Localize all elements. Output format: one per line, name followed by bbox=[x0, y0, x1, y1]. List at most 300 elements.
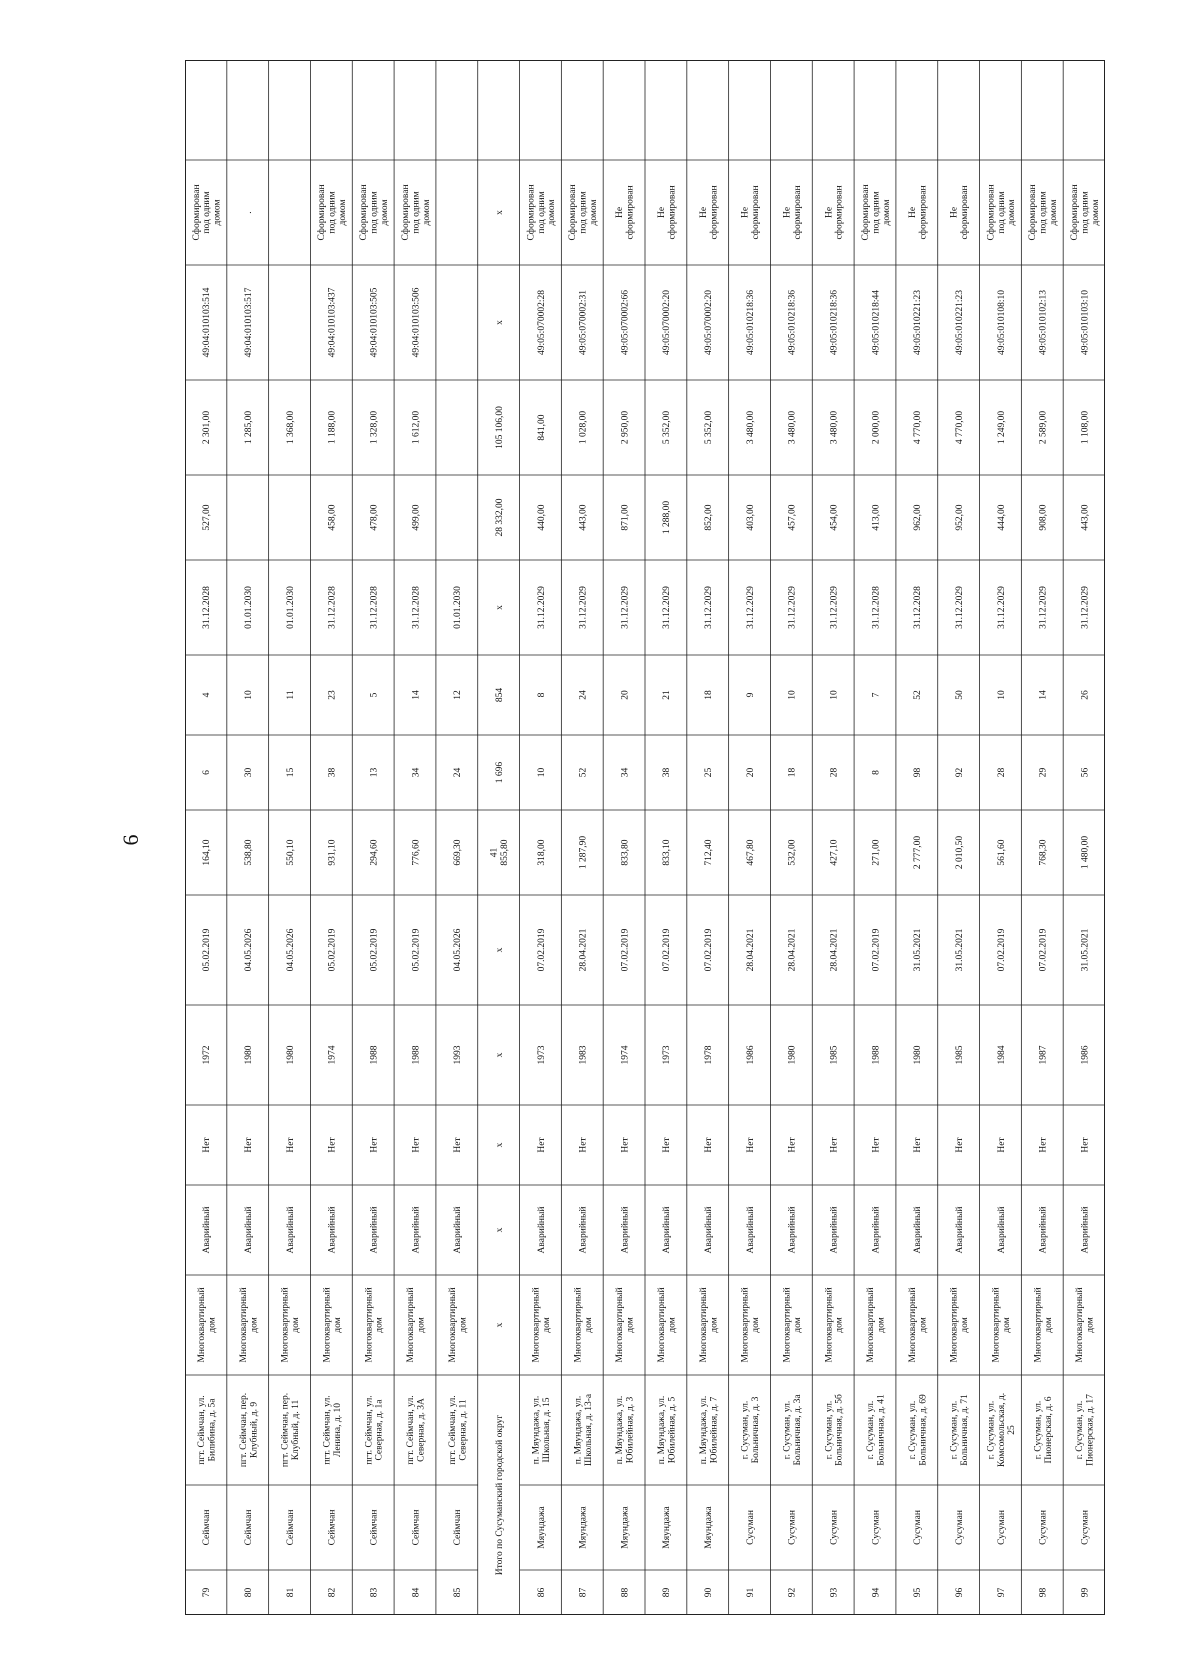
cell-no: 93 bbox=[829, 1587, 840, 1598]
cell-land: 908,00 bbox=[1038, 504, 1049, 531]
cell-type: Многоквартирныйдом bbox=[322, 1287, 343, 1363]
cell-flag: Нет bbox=[871, 1137, 882, 1153]
cell-people: 34 bbox=[620, 767, 631, 778]
cell-year: 1985 bbox=[954, 1045, 965, 1065]
cell-state: Несформирован bbox=[907, 185, 929, 240]
cell-type: Многоквартирныйдом bbox=[447, 1287, 469, 1363]
cell-apts: 4 bbox=[202, 692, 213, 698]
cell-term: 31.12.2029 bbox=[787, 586, 798, 629]
cell-area: 532,00 bbox=[787, 839, 798, 866]
cell-type: Многоквартирныйдом bbox=[866, 1287, 887, 1363]
cell-no: 83 bbox=[369, 1587, 380, 1598]
cell-town: Сусуман bbox=[1038, 1510, 1049, 1545]
cell-area: 833,10 bbox=[662, 839, 673, 866]
cell-land: 478,00 bbox=[369, 504, 380, 531]
cell-year: 1973 bbox=[536, 1045, 547, 1065]
cell-town: Сусуман bbox=[1080, 1510, 1091, 1545]
cell-addr: г. Сусуман, ул.Комсомольская, д.25 bbox=[986, 1392, 1018, 1468]
cell-area: 2 777,00 bbox=[913, 835, 924, 870]
cell-people: 24 bbox=[453, 767, 464, 778]
cell-no: 81 bbox=[285, 1587, 296, 1598]
cell-status: Аварийный bbox=[745, 1206, 756, 1254]
cell-state: Несформирован bbox=[657, 185, 678, 240]
cell-status: Аварийный bbox=[578, 1206, 589, 1254]
cell-no: 82 bbox=[327, 1587, 338, 1598]
cell-land: 440,00 bbox=[536, 504, 547, 531]
cell-total-area: 841,00 bbox=[536, 414, 547, 441]
total-cell-people: 1 696 bbox=[494, 761, 505, 784]
cell-apts: 24 bbox=[578, 690, 589, 700]
cell-town: Сусуман bbox=[787, 1510, 798, 1545]
cell-cadastre: 49:05:010102:13 bbox=[1038, 290, 1049, 355]
cell-total-area: 4 770,00 bbox=[913, 410, 924, 445]
cell-addr: п. Мяундажа, ул.Юбилейная, д. 3 bbox=[615, 1395, 636, 1465]
cell-state: Несформирован bbox=[824, 185, 845, 240]
cell-cadastre: 49:04:010103:505 bbox=[369, 287, 380, 358]
cell-flag: Нет bbox=[829, 1137, 840, 1153]
cell-people: 92 bbox=[954, 767, 965, 778]
cell-cadastre: 49:05:010218:44 bbox=[871, 290, 882, 355]
cell-town: Сусуман bbox=[954, 1510, 965, 1545]
cell-land: 871,00 bbox=[620, 504, 631, 531]
cell-people: 20 bbox=[745, 767, 756, 778]
cell-rec-date: 07.02.2019 bbox=[620, 928, 631, 972]
cell-flag: Нет bbox=[745, 1137, 756, 1153]
cell-year: 1974 bbox=[327, 1045, 338, 1065]
cell-year: 1986 bbox=[745, 1045, 756, 1065]
cell-apts: 8 bbox=[536, 692, 547, 698]
cell-people: 56 bbox=[1080, 767, 1091, 778]
cell-rec-date: 04.05.2026 bbox=[244, 928, 255, 972]
cell-town: Сеймчан bbox=[411, 1509, 422, 1546]
total-cell-land: 28 332,00 bbox=[494, 498, 505, 537]
cell-state: . bbox=[244, 211, 255, 214]
cell-type: Многоквартирныйдом bbox=[907, 1287, 929, 1363]
cell-no: 87 bbox=[578, 1587, 589, 1598]
cell-area: 538,80 bbox=[244, 839, 255, 866]
cell-cadastre: 49:04:010103:506 bbox=[411, 287, 422, 358]
cell-rec-date: 07.02.2019 bbox=[704, 928, 715, 972]
cell-town: Сусуман bbox=[913, 1510, 924, 1545]
cell-year: 1987 bbox=[1038, 1045, 1049, 1065]
cell-total-area: 5 352,00 bbox=[704, 410, 715, 445]
cell-town: Сусуман bbox=[996, 1510, 1007, 1545]
cell-people: 15 bbox=[285, 767, 296, 778]
cell-apts: 52 bbox=[913, 690, 924, 700]
cell-area: 561,60 bbox=[996, 839, 1007, 866]
cell-land: 444,00 bbox=[996, 504, 1007, 531]
cell-state: Сформированпод однимдомом bbox=[191, 184, 223, 241]
cell-cadastre: 49:05:070002:31 bbox=[578, 290, 589, 355]
cell-town: Мяундажа bbox=[578, 1506, 589, 1549]
cell-type: Многоквартирныйдом bbox=[197, 1287, 218, 1363]
cell-type: Многоквартирныйдом bbox=[280, 1287, 302, 1363]
cell-apts: 5 bbox=[369, 692, 380, 698]
cell-term: 01.01.2030 bbox=[285, 586, 296, 629]
data-table bbox=[185, 60, 1105, 1615]
cell-state: Несформирован bbox=[740, 185, 762, 240]
cell-status: Аварийный bbox=[244, 1206, 255, 1254]
cell-town: Мяундажа bbox=[662, 1506, 673, 1549]
cell-total-area: 1 028,00 bbox=[578, 410, 589, 445]
cell-town: Сеймчан bbox=[369, 1509, 380, 1546]
cell-term: 31.12.2028 bbox=[369, 586, 380, 629]
cell-land: 457,00 bbox=[787, 504, 798, 531]
cell-total-area: 4 770,00 bbox=[954, 410, 965, 445]
cell-term: 31.12.2029 bbox=[745, 586, 756, 629]
cell-term: 31.12.2028 bbox=[411, 586, 422, 629]
cell-land: 852,00 bbox=[704, 504, 715, 531]
cell-town: Сеймчан bbox=[202, 1509, 213, 1546]
cell-area: 2 010,50 bbox=[954, 835, 965, 870]
cell-no: 95 bbox=[913, 1587, 924, 1598]
total-cell-total-area: 105 106,00 bbox=[494, 406, 505, 449]
cell-cadastre: 49:05:010218:36 bbox=[745, 290, 756, 355]
cell-cadastre: 49:05:010221:23 bbox=[954, 290, 965, 355]
cell-status: Аварийный bbox=[829, 1206, 840, 1254]
cell-total-area: 1 188,00 bbox=[327, 410, 338, 445]
cell-status: Аварийный bbox=[954, 1206, 965, 1254]
cell-land: 443,00 bbox=[578, 504, 589, 531]
cell-land: 1 288,00 bbox=[662, 500, 673, 535]
cell-no: 97 bbox=[996, 1587, 1007, 1598]
cell-apts: 12 bbox=[453, 690, 464, 700]
cell-flag: Нет bbox=[578, 1137, 589, 1153]
cell-people: 6 bbox=[202, 770, 213, 775]
cell-status: Аварийный bbox=[662, 1206, 673, 1254]
cell-addr: пгт. Сеймчан, пер.Клубный, д. 11 bbox=[280, 1392, 302, 1468]
cell-no: 80 bbox=[244, 1587, 255, 1598]
cell-state: Сформированпод однимдомом bbox=[986, 184, 1018, 241]
cell-apts: 18 bbox=[704, 690, 715, 700]
cell-area: 164,10 bbox=[202, 839, 213, 866]
cell-term: 31.12.2029 bbox=[704, 586, 715, 629]
cell-state: Сформированпод однимдомом bbox=[1069, 184, 1101, 241]
cell-apts: 14 bbox=[1038, 690, 1049, 700]
cell-cadastre: 49:04:010103:517 bbox=[244, 287, 255, 358]
total-cell-cadastre: х bbox=[494, 320, 505, 325]
cell-land: 527,00 bbox=[202, 504, 213, 531]
cell-flag: Нет bbox=[704, 1137, 715, 1153]
cell-cadastre: 49:05:070002:20 bbox=[704, 290, 715, 355]
cell-year: 1986 bbox=[1080, 1045, 1091, 1065]
cell-flag: Нет bbox=[327, 1137, 338, 1153]
cell-no: 94 bbox=[871, 1587, 882, 1598]
cell-year: 1988 bbox=[411, 1045, 422, 1065]
cell-town: Мяундажа bbox=[620, 1506, 631, 1549]
cell-type: Многоквартирныйдом bbox=[991, 1287, 1013, 1363]
cell-flag: Нет bbox=[954, 1137, 965, 1153]
cell-type: Многоквартирныйдом bbox=[657, 1287, 678, 1363]
cell-land: 443,00 bbox=[1080, 504, 1091, 531]
cell-type: Многоквартирныйдом bbox=[949, 1287, 971, 1363]
total-cell-year: х bbox=[494, 1052, 505, 1058]
cell-term: 31.12.2029 bbox=[578, 586, 589, 629]
cell-apts: 10 bbox=[244, 690, 255, 700]
cell-rec-date: 28.04.2021 bbox=[787, 928, 798, 972]
cell-status: Аварийный bbox=[202, 1206, 213, 1254]
cell-flag: Нет bbox=[787, 1137, 798, 1153]
cell-town: Сеймчан bbox=[244, 1509, 255, 1546]
cell-no: 86 bbox=[536, 1587, 547, 1598]
cell-town: Сеймчан bbox=[285, 1509, 296, 1546]
cell-people: 34 bbox=[411, 767, 422, 778]
cell-status: Аварийный bbox=[285, 1206, 296, 1254]
cell-year: 1973 bbox=[662, 1045, 673, 1065]
cell-year: 1972 bbox=[202, 1045, 213, 1065]
cell-term: 31.12.2029 bbox=[620, 586, 631, 629]
cell-cadastre: 49:05:010221:23 bbox=[913, 290, 924, 355]
cell-addr: п. Мяундажа, ул.Школьная, д. 13-а bbox=[573, 1393, 594, 1467]
cell-term: 31.12.2028 bbox=[202, 586, 213, 629]
cell-status: Аварийный bbox=[411, 1206, 422, 1254]
cell-addr: пгт. Сеймчан, ул.Северная, д. 3А bbox=[406, 1395, 427, 1465]
cell-type: Многоквартирныйдом bbox=[824, 1287, 845, 1363]
cell-total-area: 2 950,00 bbox=[620, 410, 631, 445]
cell-area: 833,80 bbox=[620, 839, 631, 866]
cell-people: 29 bbox=[1038, 767, 1049, 778]
cell-rec-date: 07.02.2019 bbox=[536, 928, 547, 972]
cell-rec-date: 05.02.2019 bbox=[327, 928, 338, 972]
cell-area: 294,60 bbox=[369, 839, 380, 866]
cell-status: Аварийный bbox=[913, 1206, 924, 1254]
cell-flag: Нет bbox=[996, 1137, 1007, 1153]
cell-year: 1978 bbox=[704, 1045, 715, 1065]
cell-rec-date: 07.02.2019 bbox=[662, 928, 673, 972]
cell-type: Многоквартирныйдом bbox=[1075, 1287, 1096, 1363]
cell-term: 31.12.2029 bbox=[954, 586, 965, 629]
cell-apts: 10 bbox=[829, 690, 840, 700]
cell-people: 8 bbox=[871, 770, 882, 775]
cell-term: 31.12.2028 bbox=[913, 586, 924, 629]
cell-term: 31.12.2029 bbox=[996, 586, 1007, 629]
cell-year: 1980 bbox=[787, 1045, 798, 1065]
cell-apts: 7 bbox=[871, 692, 882, 698]
cell-rec-date: 04.05.2026 bbox=[285, 928, 296, 972]
cell-flag: Нет bbox=[285, 1137, 296, 1153]
cell-type: Многоквартирныйдом bbox=[740, 1287, 762, 1363]
cell-cadastre: 49:05:070002:20 bbox=[662, 290, 673, 355]
cell-total-area: 2 301,00 bbox=[202, 410, 213, 445]
cell-no: 92 bbox=[787, 1587, 798, 1598]
cell-flag: Нет bbox=[913, 1137, 924, 1153]
cell-status: Аварийный bbox=[369, 1206, 380, 1254]
cell-area: 1 287,90 bbox=[578, 835, 589, 870]
cell-people: 52 bbox=[578, 767, 589, 778]
cell-people: 25 bbox=[704, 767, 715, 778]
cell-cadastre: 49:05:070002:28 bbox=[536, 290, 547, 355]
cell-year: 1988 bbox=[871, 1045, 882, 1065]
cell-town: Мяундажа bbox=[536, 1506, 547, 1549]
cell-rec-date: 07.02.2019 bbox=[871, 928, 882, 972]
cell-cadastre: 49:04:010103:437 bbox=[327, 287, 338, 358]
cell-land: 962,00 bbox=[913, 504, 924, 531]
cell-addr: п. Мяундажа, ул.Юбилейная, д. 5 bbox=[657, 1395, 678, 1465]
total-cell-term: х bbox=[494, 605, 505, 610]
cell-people: 30 bbox=[244, 767, 255, 778]
cell-land: 952,00 bbox=[954, 504, 965, 531]
cell-addr: п. Мяундажа, ул.Школьная, д. 15 bbox=[531, 1395, 553, 1465]
cell-rec-date: 31.05.2021 bbox=[1080, 928, 1091, 972]
cell-town: Сусуман bbox=[829, 1510, 840, 1545]
cell-land: 454,00 bbox=[829, 504, 840, 531]
cell-type: Многоквартирныйдом bbox=[573, 1287, 594, 1363]
cell-cadastre: 49:05:010108:10 bbox=[996, 290, 1007, 355]
cell-cadastre: 49:05:010218:36 bbox=[787, 290, 798, 355]
cell-area: 467,80 bbox=[745, 839, 756, 866]
cell-total-area: 3 480,00 bbox=[829, 410, 840, 445]
cell-no: 98 bbox=[1038, 1587, 1049, 1598]
cell-status: Аварийный bbox=[871, 1206, 882, 1254]
cell-status: Аварийный bbox=[453, 1206, 464, 1254]
cell-no: 85 bbox=[453, 1587, 464, 1598]
cell-flag: Нет bbox=[662, 1137, 673, 1153]
cell-no: 90 bbox=[704, 1587, 715, 1598]
cell-town: Сусуман bbox=[871, 1510, 882, 1545]
cell-type: Многоквартирныйдом bbox=[698, 1287, 720, 1363]
cell-total-area: 2 589,00 bbox=[1038, 410, 1049, 445]
cell-addr: г. Сусуман, ул.Больничная, д. 71 bbox=[949, 1394, 971, 1466]
cell-type: Многоквартирныйдом bbox=[1033, 1287, 1054, 1363]
cell-state: Сформированпод однимдомом bbox=[317, 184, 349, 241]
cell-area: 271,00 bbox=[871, 839, 882, 866]
cell-type: Многоквартирныйдом bbox=[531, 1287, 553, 1363]
cell-addr: пгт. Сеймчан, ул.Северная, д. 11 bbox=[447, 1395, 469, 1465]
cell-addr: пгт. Сеймчан, пер.Клубный, д. 9 bbox=[238, 1392, 260, 1468]
total-row-label: Итого по Сусуманский городской округ bbox=[494, 1414, 505, 1576]
cell-rec-date: 07.02.2019 bbox=[1038, 928, 1049, 972]
cell-area: 1 480,00 bbox=[1080, 835, 1091, 870]
cell-apts: 9 bbox=[745, 692, 756, 698]
cell-year: 1974 bbox=[620, 1045, 631, 1065]
cell-flag: Нет bbox=[536, 1137, 547, 1153]
cell-total-area: 3 480,00 bbox=[787, 410, 798, 445]
cell-flag: Нет bbox=[369, 1137, 380, 1153]
total-cell-flag: х bbox=[494, 1142, 505, 1148]
cell-type: Многоквартирныйдом bbox=[406, 1287, 427, 1363]
cell-term: 01.01.2030 bbox=[244, 586, 255, 629]
cell-area: 318,00 bbox=[536, 839, 547, 866]
cell-people: 18 bbox=[787, 767, 798, 778]
total-cell-area: 41855,80 bbox=[489, 839, 511, 866]
cell-people: 38 bbox=[327, 767, 338, 778]
cell-apts: 26 bbox=[1080, 690, 1091, 700]
cell-flag: Нет bbox=[1038, 1137, 1049, 1153]
cell-status: Аварийный bbox=[327, 1206, 338, 1254]
cell-apts: 20 bbox=[620, 690, 631, 700]
cell-flag: Нет bbox=[1080, 1137, 1091, 1153]
cell-flag: Нет bbox=[620, 1137, 631, 1153]
cell-flag: Нет bbox=[453, 1137, 464, 1153]
cell-apts: 23 bbox=[327, 690, 338, 700]
cell-rec-date: 28.04.2021 bbox=[829, 928, 840, 972]
cell-term: 31.12.2029 bbox=[829, 586, 840, 629]
cell-total-area: 1 108,00 bbox=[1080, 410, 1091, 445]
cell-year: 1993 bbox=[453, 1045, 464, 1065]
cell-flag: Нет bbox=[202, 1137, 213, 1153]
cell-status: Аварийный bbox=[1080, 1206, 1091, 1254]
cell-state: Несформирован bbox=[949, 185, 971, 240]
cell-no: 88 bbox=[620, 1587, 631, 1598]
cell-addr: п. Мяундажа, ул.Юбилейная, д. 7 bbox=[698, 1395, 720, 1465]
cell-cadastre: 49:05:010103:10 bbox=[1080, 290, 1091, 355]
cell-state: Несформирован bbox=[782, 185, 803, 240]
cell-no: 84 bbox=[411, 1587, 422, 1598]
cell-year: 1980 bbox=[244, 1045, 255, 1065]
cell-rec-date: 05.02.2019 bbox=[202, 928, 213, 972]
cell-year: 1985 bbox=[829, 1045, 840, 1065]
cell-state: Несформирован bbox=[615, 185, 636, 240]
total-cell-state: х bbox=[494, 210, 505, 215]
cell-status: Аварийный bbox=[1038, 1206, 1049, 1254]
cell-apts: 21 bbox=[662, 690, 673, 700]
cell-area: 550,10 bbox=[285, 839, 296, 866]
cell-rec-date: 05.02.2019 bbox=[411, 928, 422, 972]
cell-total-area: 5 352,00 bbox=[662, 410, 673, 445]
cell-area: 768,30 bbox=[1038, 839, 1049, 866]
cell-people: 98 bbox=[913, 767, 924, 778]
cell-addr: г. Сусуман, ул.Больничная, д. 3 bbox=[740, 1396, 762, 1464]
cell-state: Сформированпод однимдомом bbox=[526, 184, 558, 241]
cell-state: Сформированпод однимдомом bbox=[400, 184, 432, 241]
cell-apts: 10 bbox=[996, 690, 1007, 700]
cell-rec-date: 04.05.2026 bbox=[453, 928, 464, 972]
cell-rec-date: 31.05.2021 bbox=[913, 928, 924, 972]
cell-cadastre: 49:04:010103:514 bbox=[202, 287, 213, 358]
cell-people: 13 bbox=[369, 767, 380, 778]
cell-land: 403,00 bbox=[745, 504, 756, 531]
cell-area: 669,30 bbox=[453, 839, 464, 866]
cell-total-area: 1 285,00 bbox=[244, 410, 255, 445]
cell-state: Сформированпод однимдомом bbox=[1028, 184, 1060, 241]
cell-year: 1988 bbox=[369, 1045, 380, 1065]
cell-apts: 14 bbox=[411, 690, 422, 700]
cell-cadastre: 49:05:010218:36 bbox=[829, 290, 840, 355]
cell-addr: г. Сусуман, ул.Больничная, д. 69 bbox=[907, 1394, 929, 1466]
cell-town: Сусуман bbox=[745, 1510, 756, 1545]
cell-rec-date: 31.05.2021 bbox=[954, 928, 965, 972]
cell-addr: пгт. Сеймчан, ул.Билибина, д. 5а bbox=[197, 1395, 218, 1465]
cell-apts: 50 bbox=[954, 690, 965, 700]
cell-year: 1984 bbox=[996, 1045, 1007, 1065]
cell-total-area: 1 368,00 bbox=[285, 410, 296, 445]
cell-area: 427,10 bbox=[829, 839, 840, 866]
cell-total-area: 1 612,00 bbox=[411, 410, 422, 445]
cell-land: 499,00 bbox=[411, 504, 422, 531]
cell-type: Многоквартирныйдом bbox=[364, 1287, 385, 1363]
cell-rec-date: 28.04.2021 bbox=[745, 928, 756, 972]
cell-term: 31.12.2029 bbox=[662, 586, 673, 629]
total-cell-type: х bbox=[494, 1322, 505, 1328]
cell-town: Сеймчан bbox=[453, 1509, 464, 1546]
cell-area: 776,60 bbox=[411, 839, 422, 866]
cell-state: Сформированпод однимдомом bbox=[860, 184, 892, 241]
cell-area: 931,10 bbox=[327, 839, 338, 866]
cell-type: Многоквартирныйдом bbox=[615, 1287, 636, 1363]
cell-status: Аварийный bbox=[620, 1206, 631, 1254]
cell-town: Сеймчан bbox=[327, 1509, 338, 1546]
cell-total-area: 1 249,00 bbox=[996, 410, 1007, 445]
total-cell-apts: 854 bbox=[494, 687, 505, 703]
cell-status: Аварийный bbox=[787, 1206, 798, 1254]
cell-land: 458,00 bbox=[327, 504, 338, 531]
cell-state: Сформированпод однимдомом bbox=[568, 184, 600, 241]
cell-total-area: 1 328,00 bbox=[369, 410, 380, 445]
cell-people: 38 bbox=[662, 767, 673, 778]
cell-rec-date: 05.02.2019 bbox=[369, 928, 380, 972]
cell-type: Многоквартирныйдом bbox=[782, 1287, 803, 1363]
cell-people: 28 bbox=[829, 767, 840, 778]
